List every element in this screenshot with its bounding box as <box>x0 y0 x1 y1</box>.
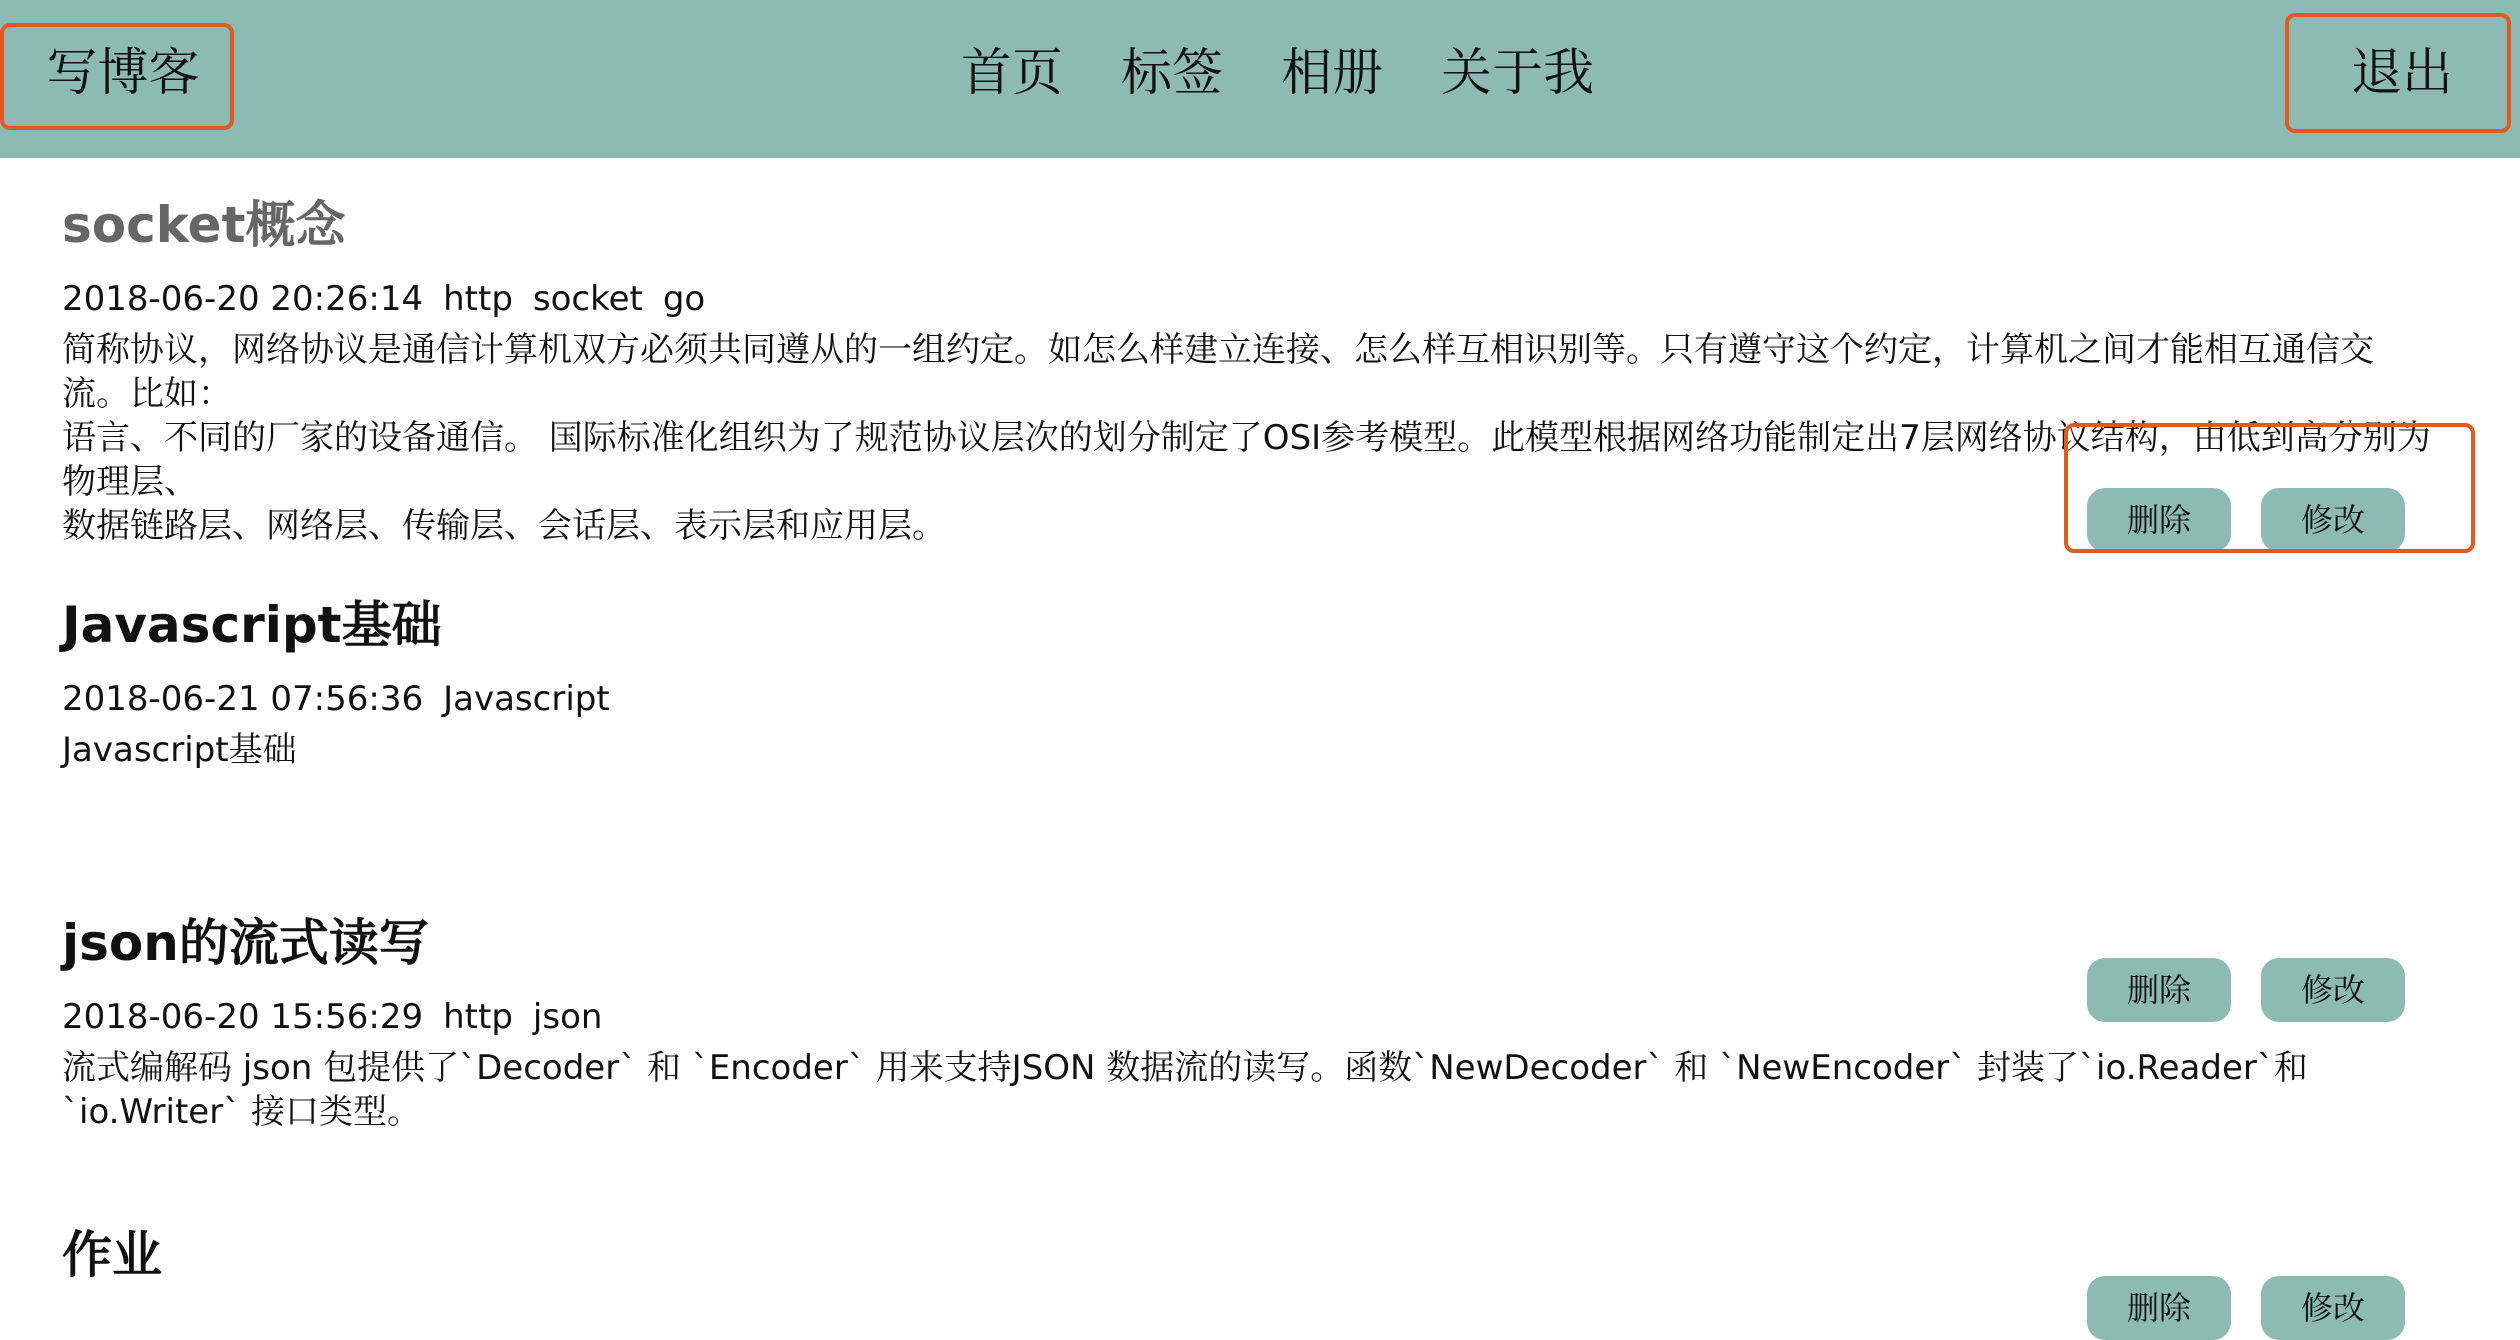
post-actions <box>2087 488 2405 552</box>
delete-button[interactable]: 删除 <box>2087 488 2231 552</box>
logout-link[interactable]: 退出 <box>2350 44 2453 103</box>
post-tag[interactable]: http <box>443 279 513 319</box>
post-tag[interactable]: http <box>443 997 513 1037</box>
edit-button[interactable]: 修改 <box>2261 958 2405 1022</box>
post-datetime: 2018-06-21 07:56:36 <box>62 679 424 719</box>
post-excerpt: 简称协议，网络协议是通信计算机双方必须共同遵从的一组约定。如怎么样建立连接、怎么样互相识别等。只有遵守这个约定，计算机之间才能相互通信交流。比如： 语言、不同的厂家的设备通信。 国际标准化组织为了规范协议层次的划分制定了OSI参考模型。此模型根据网络功能制定出7层网络协议结构，由低到高分别为物理层、 数据链路层、网络层、传输层、会话层、表示层和应用层。 <box>62 330 2431 546</box>
top-navigation-bar <box>0 0 2520 158</box>
post-meta <box>62 992 2462 1042</box>
post-datetime: 2018-06-20 20:26:14 <box>62 279 424 319</box>
post-item <box>62 188 2462 548</box>
nav-tags[interactable]: 标签 <box>1121 44 1224 103</box>
post-title[interactable]: 作业 <box>62 1226 162 1284</box>
blog-list <box>62 170 2462 1327</box>
write-blog-link[interactable]: 写博客 <box>46 44 200 103</box>
post-tag[interactable]: socket <box>532 279 643 319</box>
post-title[interactable]: json的流式读写 <box>62 914 429 972</box>
post-datetime: 2018-06-20 15:56:29 <box>62 997 424 1037</box>
nav-about[interactable]: 关于我 <box>1441 44 1595 103</box>
post-tag[interactable]: json <box>532 997 603 1037</box>
nav-album[interactable]: 相册 <box>1281 44 1384 103</box>
delete-button[interactable]: 删除 <box>2087 958 2231 1022</box>
post-title[interactable]: Javascript基础 <box>62 596 442 654</box>
post-meta <box>62 274 2462 324</box>
edit-button[interactable]: 修改 <box>2261 1276 2405 1340</box>
main-nav <box>961 36 1594 112</box>
post-tag[interactable]: Javascript <box>443 679 610 719</box>
post-meta <box>62 674 2462 724</box>
post-excerpt: 流式编解码 json 包提供了`Decoder` 和 `Encoder` 用来支持JSON 数据流的读写。函数`NewDecoder` 和 `NewEncoder` 封装了`io.Reader`和`io.Writer` 接口类型。 <box>62 1048 2308 1132</box>
delete-button[interactable]: 删除 <box>2087 1276 2231 1340</box>
post-tag[interactable]: go <box>662 279 706 319</box>
post-title[interactable]: socket概念 <box>62 196 346 254</box>
nav-home[interactable]: 首页 <box>961 44 1064 103</box>
post-item <box>62 1218 2462 1298</box>
edit-button[interactable]: 修改 <box>2261 488 2405 552</box>
post-excerpt: Javascript基础 <box>62 730 297 770</box>
